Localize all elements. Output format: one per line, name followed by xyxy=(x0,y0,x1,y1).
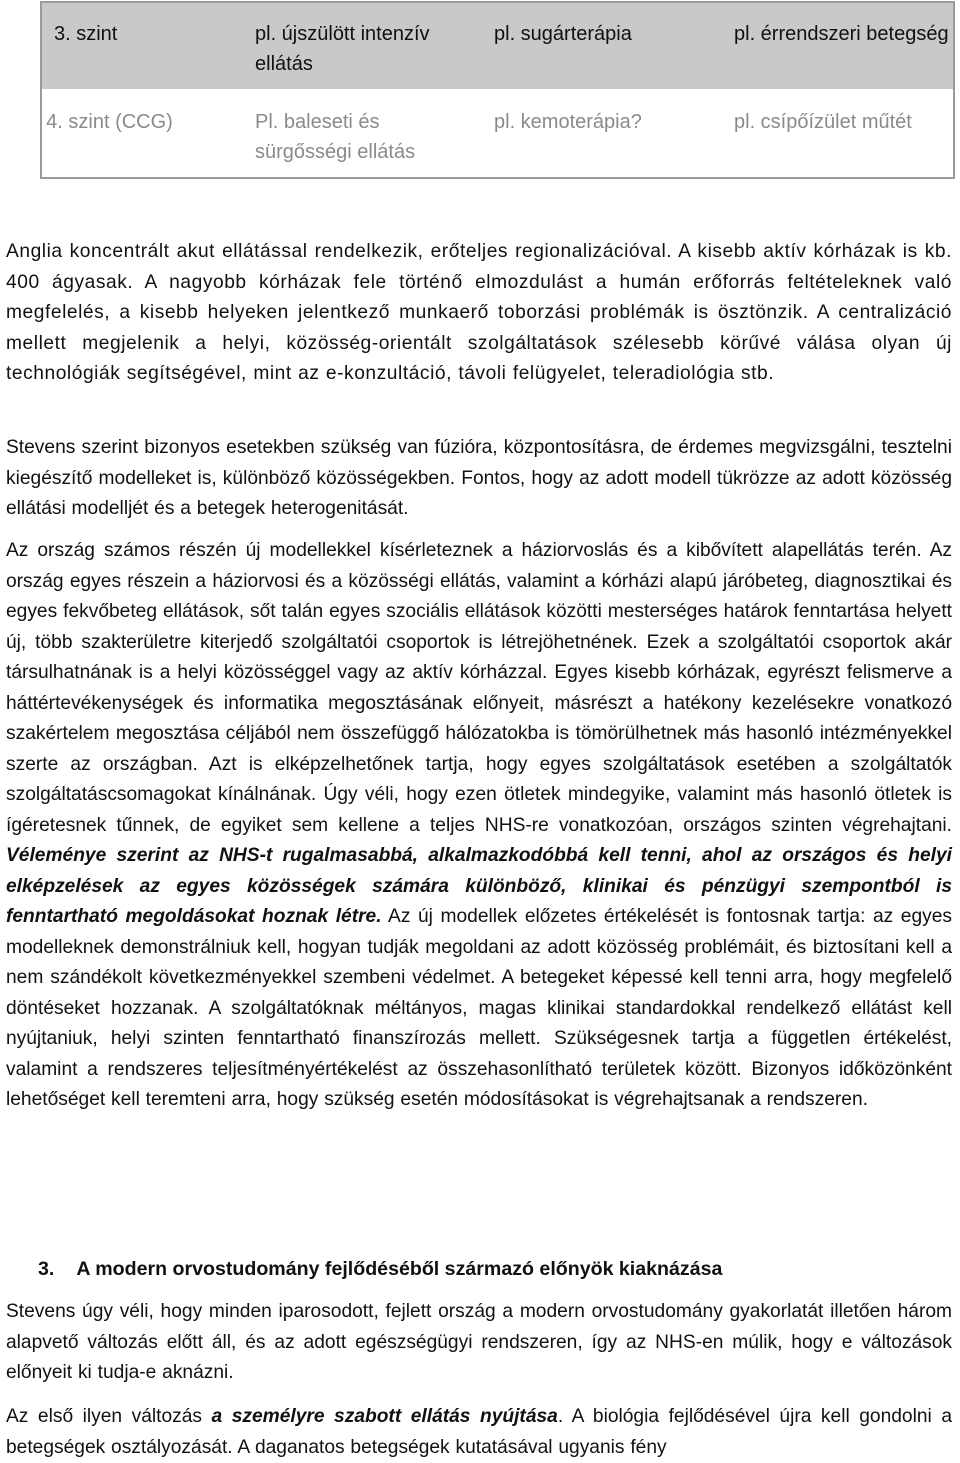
table-cell: pl. csípőízület műtét xyxy=(734,111,912,133)
paragraph-text: . A biológia fejlődésével újra kell gondolni a betegségek osztályozását. A daganatos betegségek kutatásával ugyanis fény xyxy=(6,1406,952,1458)
table-row xyxy=(42,3,953,89)
paragraph-three-changes: Stevens úgy véli, hogy minden iparosodott, fejlett ország a modern orvostudomány gyakorlatát illetően három alapvető változás előtt áll, és az adott egészségügyi rendszeren, így az NHS-en múlik, hogy e változások előnyeit ki tudja-e aknázni. xyxy=(6,1301,952,1383)
section-number: 3. xyxy=(38,1258,55,1280)
paragraph-personalized-care xyxy=(6,1402,952,1463)
table-cell: pl. kemoterápia? xyxy=(494,111,642,133)
paragraph-stevens-fusion: Stevens szerint bizonyos esetekben szükség van fúzióra, központosításra, de érdemes megvizsgálni, tesztelni kiegészítő modelleket is, különböző közösségekben. Fontos, hogy az adott modell tükrözze az adott közösség ellátási modelljét és a betegek heterogenitását. xyxy=(6,437,952,519)
table-cell-level: 3. szint xyxy=(54,23,118,45)
care-level-table xyxy=(40,1,955,179)
section-title: A modern orvostudomány fejlődéséből származó előnyök kiaknázása xyxy=(76,1258,723,1280)
paragraph-text: Az új modellek előzetes értékelését is fontosnak tartja: az egyes modelleknek demonstrálniuk kell, hogyan tudják megoldani az adott közösség problémáit, és biztosítani kell a nem szándékolt következményekkel szembeni védelmet. A betegeket képessé kell tenni arra, hogy megfelelő döntéseket hozzanak. A szolgáltatóknak méltányos, magas klinikai standardokkal rendelkező ellátást kell nyújtaniuk, helyi szinten fenntartható finanszírozás mellett. Szükségesnek tartja a független értékelést, valamint a rendszeres teljesítményértékelést az összehasonlítható területek között. Bizonyos időközönként lehetőséget kell teremteni arra, hogy szükség esetén módosításokat is végrehajtsanak a rendszeren. xyxy=(6,906,952,1110)
emphasized-text: a személyre szabott ellátás nyújtása xyxy=(211,1406,558,1427)
table-cell: pl. sugárterápia xyxy=(494,23,632,45)
paragraph-text: Az első ilyen változás xyxy=(6,1406,212,1427)
table-row xyxy=(42,89,953,177)
table-cell: Pl. baleseti és sürgősségi ellátás xyxy=(255,111,416,163)
section-heading xyxy=(38,1254,722,1284)
paragraph-text: Az ország számos részén új modellekkel kísérleteznek a háziorvoslás és a kibővített alapellátás terén. Az ország egyes részein a háziorvosi és a közösségi ellátás, valamint a kórházi alapú járóbeteg, diagnosztikai és egyes fekvőbeteg ellátások, sőt talán egyes szociális ellátások közötti mesterséges határok fenntartása helyett új, több szakterületre kiterjedő szolgáltatói csoportok is létrejöhetnének. Ezek a szolgáltatói csoportok akár társulhatnának is a helyi közösséggel vagy az aktív kórházzal. Egyes kisebb kórházak, egyrészt felismerve a háttértevékenységek és informatika megosztásának előnyeit, másrészt a hatékony kezelésekre vonatkozó szakértelem megosztása céljából nem összefüggő hálózatokba is tömörülhetnek más hasonló intézményekkel szerte az országban. Azt is elképzelhetőnek tartja, hogy egyes szolgáltatások esetében a szolgáltatók szolgáltatáscsomagokat kínálnának. Úgy véli, hogy ezen ötletek mindegyike, valamint más hasonló ötletek is ígéretesnek tűnnek, de egyiket sem kellene a teljes NHS-re vonatkozóan, országos szinten végrehajtani. xyxy=(6,540,952,836)
table-cell: pl. újszülött intenzív ellátás xyxy=(255,23,430,75)
emphasized-text: Véleménye szerint az NHS-t rugalmasabbá, alkalmazkodóbbá kell tenni, ahol az országos és helyi elképzelések az egyes közösségek számára különböző, klinikai és pénzügyi szempontból is fenntartható megoldásokat hoznak létre. xyxy=(6,845,952,927)
table-cell-level: 4. szint (CCG) xyxy=(46,111,173,133)
paragraph-new-models xyxy=(6,536,952,1116)
paragraph-centralization: Anglia koncentrált akut ellátással rendelkezik, erőteljes regionalizációval. A kisebb aktív kórházak is kb. 400 ágyasak. A nagyobb kórházak fele történő elmozdulást a humán erőforrás feltételeknek való megfelelés, a kisebb helyeken jelentkező munkaerő toborzási problémák is ösztönzik. A centralizáció mellett megjelenik a helyi, közösség-orientált szolgáltatások szélesebb körűvé válása olyan új technológiák segítségével, mint az e-konzultáció, távoli felügyelet, teleradiológia stb. xyxy=(6,241,952,384)
table-cell: pl. érrendszeri betegség xyxy=(734,23,949,45)
